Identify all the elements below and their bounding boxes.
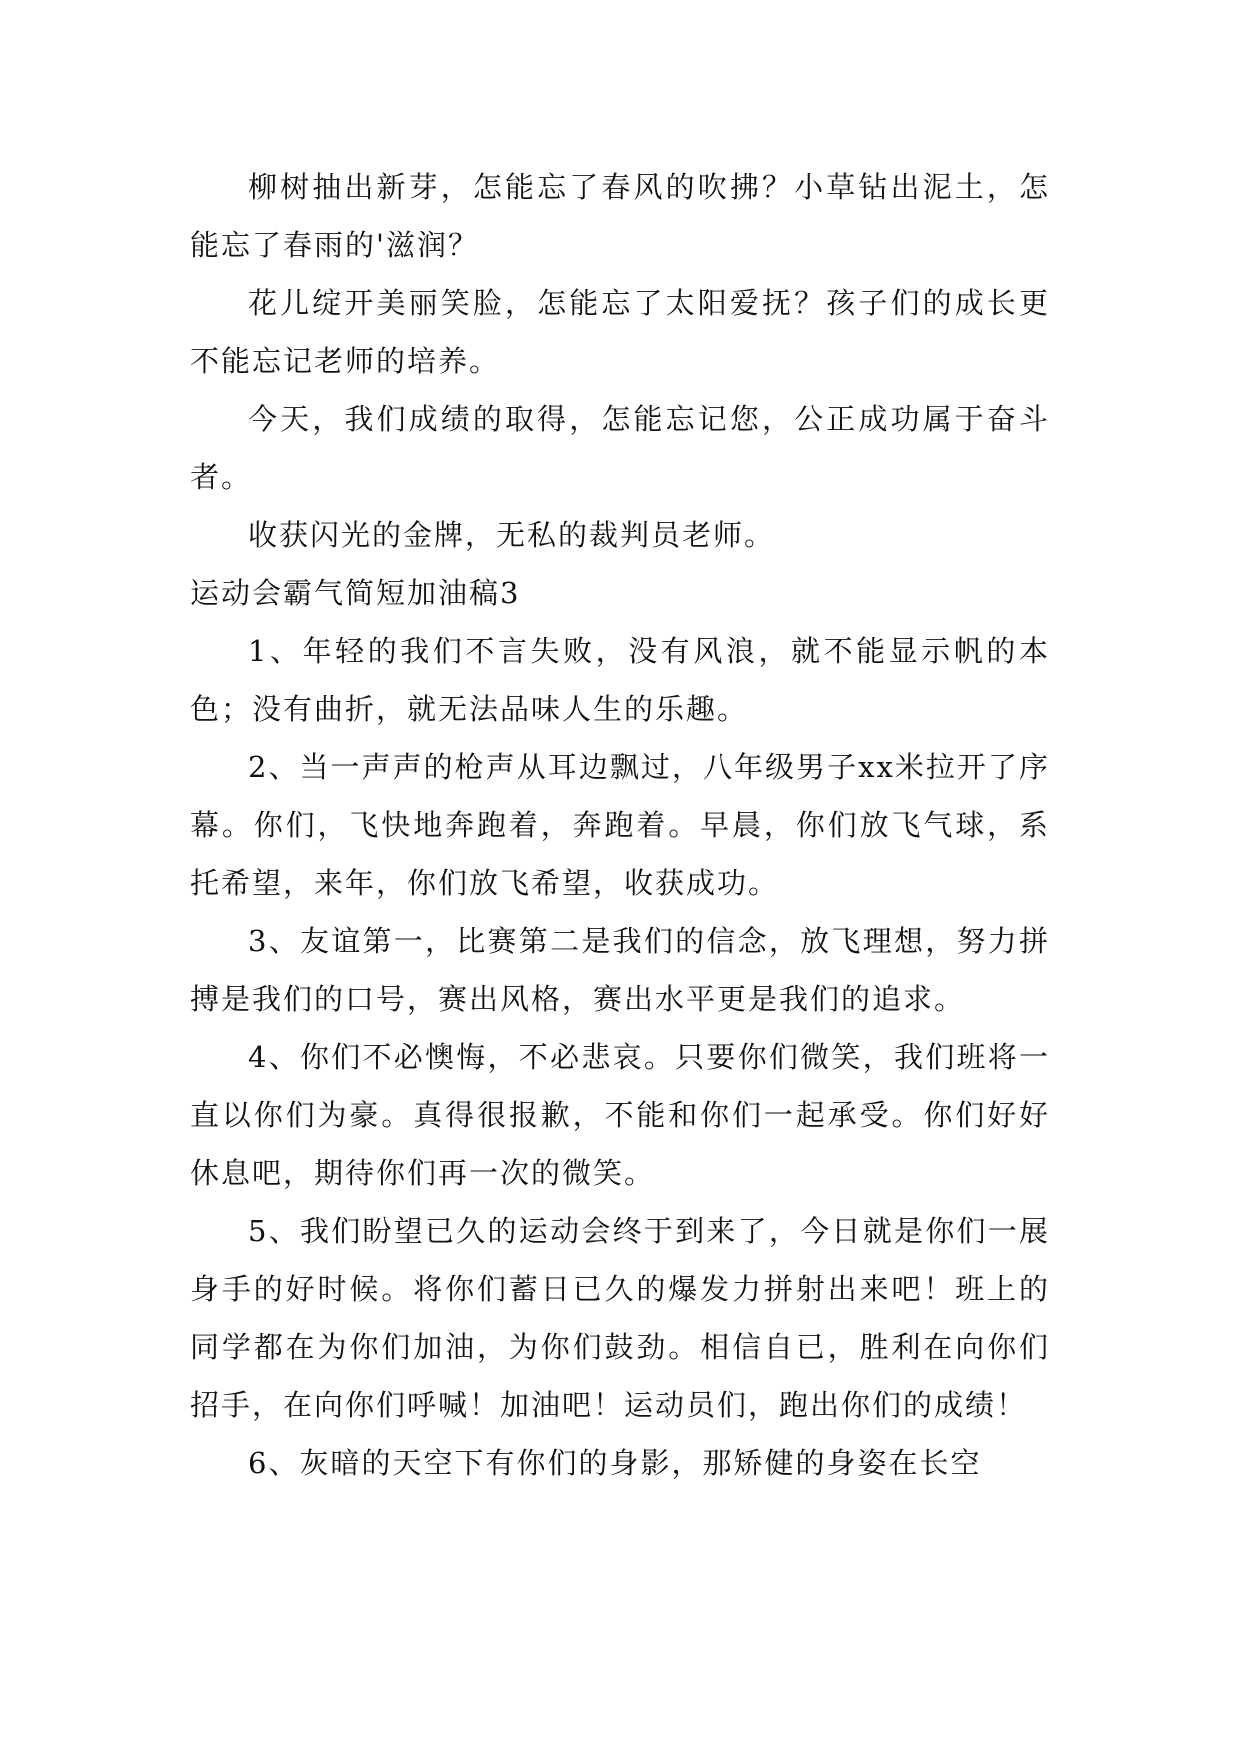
paragraph-1: 柳树抽出新芽，怎能忘了春风的吹拂？小草钻出泥土，怎能忘了春雨的'滋润？: [190, 170, 1050, 262]
document-body: [190, 158, 1050, 1492]
list-item-5: 5、我们盼望已久的运动会终于到来了，今日就是你们一展身手的好时候。将你们蓄日已久的爆发力拼射出来吧！班上的同学都在为你们加油，为你们鼓劲。相信自已，胜利在向你们招手，在向你们呼喊！加油吧！运动员们，跑出你们的成绩！: [190, 1214, 1050, 1422]
list-item-2: 2、当一声声的枪声从耳边飘过，八年级男子xx米拉开了序幕。你们，飞快地奔跑着，奔跑着。早晨，你们放飞气球，系托希望，来年，你们放飞希望，收获成功。: [190, 750, 1050, 900]
paragraph-3: 今天，我们成绩的取得，怎能忘记您，公正成功属于奋斗者。: [190, 402, 1050, 494]
paragraph-2: 花儿绽开美丽笑脸，怎能忘了太阳爱抚？孩子们的成长更不能忘记老师的培养。: [190, 286, 1050, 378]
list-item-1: 1、年轻的我们不言失败，没有风浪，就不能显示帆的本色；没有曲折，就无法品味人生的乐趣。: [190, 634, 1050, 726]
section-heading: 运动会霸气简短加油稿3: [190, 576, 521, 610]
list-item-6: 6、灰暗的天空下有你们的身影，那矫健的身姿在长空: [248, 1446, 982, 1480]
list-item-4: 4、你们不必懊悔，不必悲哀。只要你们微笑，我们班将一直以你们为豪。真得很报歉，不能和你们一起承受。你们好好休息吧，期待你们再一次的微笑。: [190, 1040, 1050, 1190]
paragraph-4: 收获闪光的金牌，无私的裁判员老师。: [248, 518, 776, 552]
list-item-3: 3、友谊第一，比赛第二是我们的信念，放飞理想，努力拼搏是我们的口号，赛出风格，赛出水平更是我们的追求。: [190, 924, 1050, 1016]
